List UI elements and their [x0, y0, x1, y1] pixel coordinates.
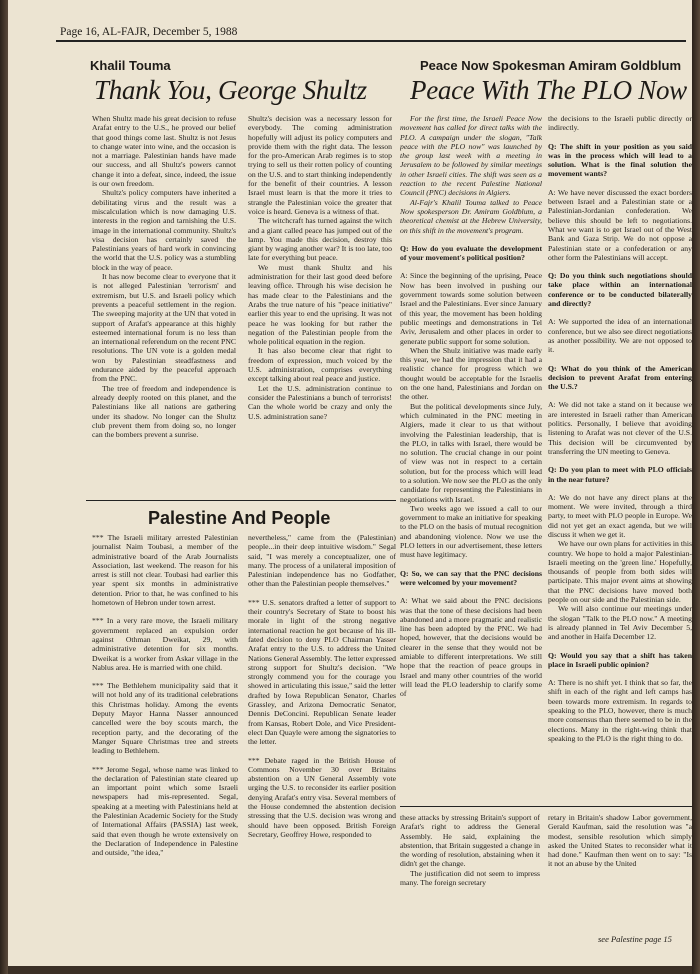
people-col-2	[248, 533, 396, 963]
interview-block	[548, 142, 692, 744]
newspaper-page	[8, 0, 692, 966]
interview-answer: When the Shulz initiative was made early this year, we had the impression that it had a realistic chance for progress which we thought would be acceptable for the Israelis on the one hand, Palestinians and Jordan on the other.	[400, 345, 542, 402]
paragraph: It has now become clear to everyone that it is not alleged Palestinian 'terrorism' and extremism, but U.S. and Israeli policy which prevents a peaceful settlement in the region. The sweeping majority at the UN that voted in support of Arafat's appearance at this highly esteemed international forum is no less than an international referendum on the recent PNC resolutions. The UN vote is a golden medal won by Palestinian steadfastness and endurance aided by the peaceful approach from the PNC.	[92, 272, 236, 384]
paragraph: Let the U.S. administration continue to consider the Palestinians a bunch of terrorists! Can the whole world be crazy and only the U.S. administration sane?	[248, 383, 392, 421]
interview-answer: We have our own plans for activities in this country. We hope to hold a major Palestinian-Israeli meeting on the 'green line.' Hopefully, thousands of people from both sides will participate. This major event aims at showing that the PNC decisions have moved both people on our side and the Palestinian side.	[548, 539, 692, 605]
interview-question: Q: Do you think such negotiations should take place within an international conference or to be conducted bilaterally and directly?	[548, 271, 692, 309]
interview-question: Q: How do you evaluate the development of your movement's political position?	[400, 243, 542, 263]
binding-edge	[692, 0, 700, 974]
section-rule	[86, 500, 396, 501]
right-title: Peace With The PLO Now	[410, 75, 687, 105]
interview-question: Q: Would you say that a shift has taken place in Israeli public opinion?	[548, 650, 692, 669]
continued-note: see Palestine page 15	[598, 934, 672, 944]
interview-answer: But the political developments since July, which culminated in the PNC meeting in Algiers, made it clear to us that without involving the Palestinian leadership, that is the PLO, in talks with Israel, there would be no solution. The crucial change in our point of view was not in respect to a certain solution, but for the process which will lead to a solution. We now see the PLO as the only candidate for representing the Palestinians in negotiations with Israel.	[400, 401, 542, 504]
left-byline: Khalil Touma	[90, 58, 171, 73]
interview-answer: A: We do not have any direct plans at the moment. We were invited, through a third party, to meet with PLO people in Europe. We did not yet get an exact agenda, but we will discuss it when we get it.	[548, 492, 692, 539]
interview-answer: Two weeks ago we issued a call to our government to make an initiative for speaking to the PLO on the basis of mutual recognition and abandoning violence. Now we use the PLO letters in our advertisement, these letters must have legitimacy.	[400, 503, 542, 560]
left-col-2	[248, 114, 392, 492]
news-item: *** In a very rare move, the Israeli military government replaced an expulsion order against Othman Dweikat, 29, with administrative detention for six months. Dweikat is a worker from Askar village in the Nablus area. He is married with one child.	[92, 616, 238, 672]
news-item: nevertheless," came from the (Palestinian) people...in their deep intuitive wisdom." Segal said, "I was merely a conceptualizer, one of many. The process of a unilateral imposition of Palestinian independence has no Godfather, other than the Palestinian people themselves."	[248, 533, 396, 589]
continuation-rule	[400, 806, 692, 807]
interview-question: Q: So, we can say that the PNC decisions were welcomed by your movement?	[400, 568, 542, 587]
interview-answer: A: There is no shift yet. I think that so far, the shift in each of the right and left camps has been towards more extremism. In regards to speaking to the PLO, however, there is much more consensus than there seemed to be in the elections. Many in the right-wing think that speaking to the PLO is the right thing to do.	[548, 678, 692, 743]
page-header: Page 16, AL-FAJR, December 5, 1988	[60, 26, 238, 38]
paragraph: the decisions to the Israeli public directly or indirectly.	[548, 114, 692, 133]
people-col-1	[92, 533, 238, 963]
intro-paragraph: Al-Fajr's Khalil Touma talked to Peace Now spokesperson Dr. Amiram Goldblum, a theoretical chemist at the Hebrew University, on this shift in the movement's program.	[400, 197, 542, 235]
people-col-3	[400, 813, 540, 963]
interview-answer: A: We have never discussed the exact borders between Israel and a Palestinian state or a Palestinian-Jordanian confederation. We believe this should be left to negotiations. What we want is to get Israel out of the West Bank and Gaza Strip. We do not oppose a Palestinian state or a confederation or any other form the Palestinians will accept.	[548, 187, 692, 262]
news-item: *** U.S. senators drafted a letter of support to their country's Secretary of State to boost his morale in light of the strong negative international reaction he got because of his ill-fated decision to deny PLO Chairman Yasser Arafat entry to the U.S. to address the United Nations General Assembly. The letter expressed strong support for Shultz's decision. "We strongly commend you for the courage you showed in articulating this issue," said the letter drafted by Iowa Republican Senator, Charles Grassley, and Arizona Democratic Senator, Dennis DeConcini. Republican Senate leader from Kansas, Robert Dole, and Vice President-elect Dan Quayle were among the signatories to the letter.	[248, 597, 396, 747]
section-title: Palestine And People	[148, 508, 331, 528]
left-title: Thank You, George Shultz	[94, 75, 367, 105]
interview-block	[400, 244, 542, 699]
interview-answer: A: Since the beginning of the uprising, Peace Now has been involved in pushing our government towards some solution between Israel and the Palestinians. Ever since January of this year, the movement has been holding public meetings and demonstrations in Tel Aviv, Jerusalem and other places in order to generate public support for some solution.	[400, 271, 542, 346]
interview-question: Q: What do you think of the American decision to prevent Arafat from entering the U.S.?	[548, 363, 692, 392]
paragraph: When Shultz made his great decision to refuse Arafat entry to the U.S., he proved our belief that good things come last. Shultz is not Jesus to change water into wine, and the occasion is not a marriage. Palestinian hands have made our success, and all Shultz's powers cannot change it into a defeat, since, indeed, the issue is our own freedom.	[92, 114, 236, 189]
paragraph: The justification did not seem to impress many. The foreign secretary	[400, 868, 540, 888]
interview-answer: A: We supported the idea of an international conference, but we also see direct negotiations as another possibility. We are not opposed to it.	[548, 317, 692, 355]
news-item: *** The Bethlehem municipality said that it will not hold any of its traditional celebrations this Christmas holiday. Among the events Deputy Mayor Hanna Nasser announced cancelled were the boy scouts march, the reception party, and the decorating of the Manger Square Christmas tree and streets leading to Bethlehem.	[92, 681, 238, 756]
news-item: *** The Israeli military arrested Palestinian journalist Naim Toubasi, a member of the administrative board of the Arab Journalists Association, last weekend. The reason for his arrest is still not clear. Toubasi had earlier this year spent six months in administrative detention. Prior to that, he was confined to his hometown of Hebron under town arrest.	[92, 533, 238, 608]
paragraph: The tree of freedom and independence is already deeply rooted on this planet, and the Palestinians like all nations are gathering under its shadow. No longer can the Shultz club prevent them from doing so, no longer can the bombers prevent a sunrise.	[92, 383, 236, 440]
right-col-2	[548, 114, 692, 804]
news-item: these attacks by stressing Britain's support of Arafat's right to address the General Assembly. He said, explaining the abstention, that Britain suggested a change in the wording of resolution, abstaining when it didn't get the change.	[400, 813, 540, 869]
people-col-4	[548, 813, 692, 933]
interview-question: Q: The shift in your position as you said was in the process which will lead to a solution. What is the final solution the movement wants?	[548, 141, 692, 179]
news-item: retary in Britain's shadow Labor government, Gerald Kaufman, said the resolution was "a modest, sensible resolution which simply asked the United States to reconsider what it had done." Kaufman then went on to say: "Is it not an abuse by the United	[548, 813, 692, 869]
news-item: *** Jerome Segal, whose name was linked to the declaration of Palestinian state cleared up an important point which some Israeli newspapers had mis-represented. Segal, speaking at a meeting with Palestinians held at the Palestinian Academic Society for the Study of International Affairs (PASSIA) last week, said that even though he wrote extensively on the Declaration of Independence in Palestine and outside, "the idea,"	[92, 764, 238, 858]
news-item: *** Debate raged in the British House of Commons November 30 over Britains abstention on a UN General Assembly vote urging the U.S. to reconsider its earlier position denying Arafat's entry visa. Several members of the House condemned the abstention decision stressing that the U.S. decision was wrong and should have been opposed. British Foreign Secretary, Geoffrey Howe, responded to	[248, 755, 396, 839]
interview-answer: A: What we said about the PNC decisions was that the tone of these decisions had been abandoned and a more pragmatic and realistic line has been adopted by the PNC. We had hoped, however, that the decisions would be clearer in the sense that they would not be amiable to different interpretations. We still hope that the reaction of peace groups in Israel and many other countries of the world will lead the PLO leadership to clarify some of	[400, 596, 542, 699]
interview-answer: A: We did not take a stand on it because we are interested in Israeli rather than American politics. Personally, I believe that avoiding listening to Arafat was not clever of the U.S. This decision will be circumvented by transferring the UN meeting to Geneva.	[548, 400, 692, 456]
intro-paragraph: For the first time, the Israeli Peace Now movement has called for direct talks with the PLO. A campaign under the slogan, "Talk peace with the PLO now" was launched by the group last week with a meeting in Jerusalem to be followed by similar meetings in other Israeli cities. The shift was seen as a reaction to the recent Palestine National Council (PNC) decisions in Algiers.	[400, 114, 542, 198]
paragraph: The witchcraft has turned against the witch and a giant called peace has jumped out of the lamp. You made this decision, destroy this giant by waging another war? It is too late, too late for everything but peace.	[248, 216, 392, 263]
paragraph: Shultz's policy computers have inherited a debilitating virus and the result was a miscalculation which is now damaging U.S. interests in the region and tarnishing the U.S. image in the international community. Shultz's visa decision has certainly saved the Palestinians years of hard work in convincing the world that the U.S. policy was a stumbling block in the way of peace.	[92, 188, 236, 272]
right-col-1	[400, 114, 542, 804]
paragraph: Shultz's decision was a necessary lesson for everybody. The coming administration hopefully will adjust its policy computers and provide them with the right data. The lesson for the pro-American Arab regimes is to stop trying to sell us their rotten policy of counting on the U.S. and to start thinking independently for the benefit of their countries. A lesson Israel must learn is that the more it tries to strangle the Palestinian voice the greater that voice is heard. Geneva is a witness of that.	[248, 114, 392, 216]
right-byline: Peace Now Spokesman Amiram Goldblum	[420, 58, 682, 73]
header-rule	[56, 40, 686, 42]
paragraph: We must thank Shultz and his administration for their last good deed before leaving office. Through his wise decision he has made clear to the Palestinians and the Arabs the true nature of his "peace initiative" earlier this year to end the uprising. It was not peace he was looking for but rather the negation of the Palestinian people from the whole political equation in the region.	[248, 262, 392, 347]
interview-answer: We will also continue our meetings under the slogan "Talk to the PLO now." A meeting is already planned in Tel Aviv December 5, and another in Haifa December 12.	[548, 604, 692, 642]
binding-edge	[0, 0, 8, 974]
interview-question: Q: Do you plan to meet with PLO officials in the near future?	[548, 465, 692, 484]
paragraph: It has also become clear that right to freedom of expression, much voiced by the U.S. administration, comprises everything except talking about real peace and justice.	[248, 346, 392, 384]
left-col-1	[92, 114, 236, 482]
